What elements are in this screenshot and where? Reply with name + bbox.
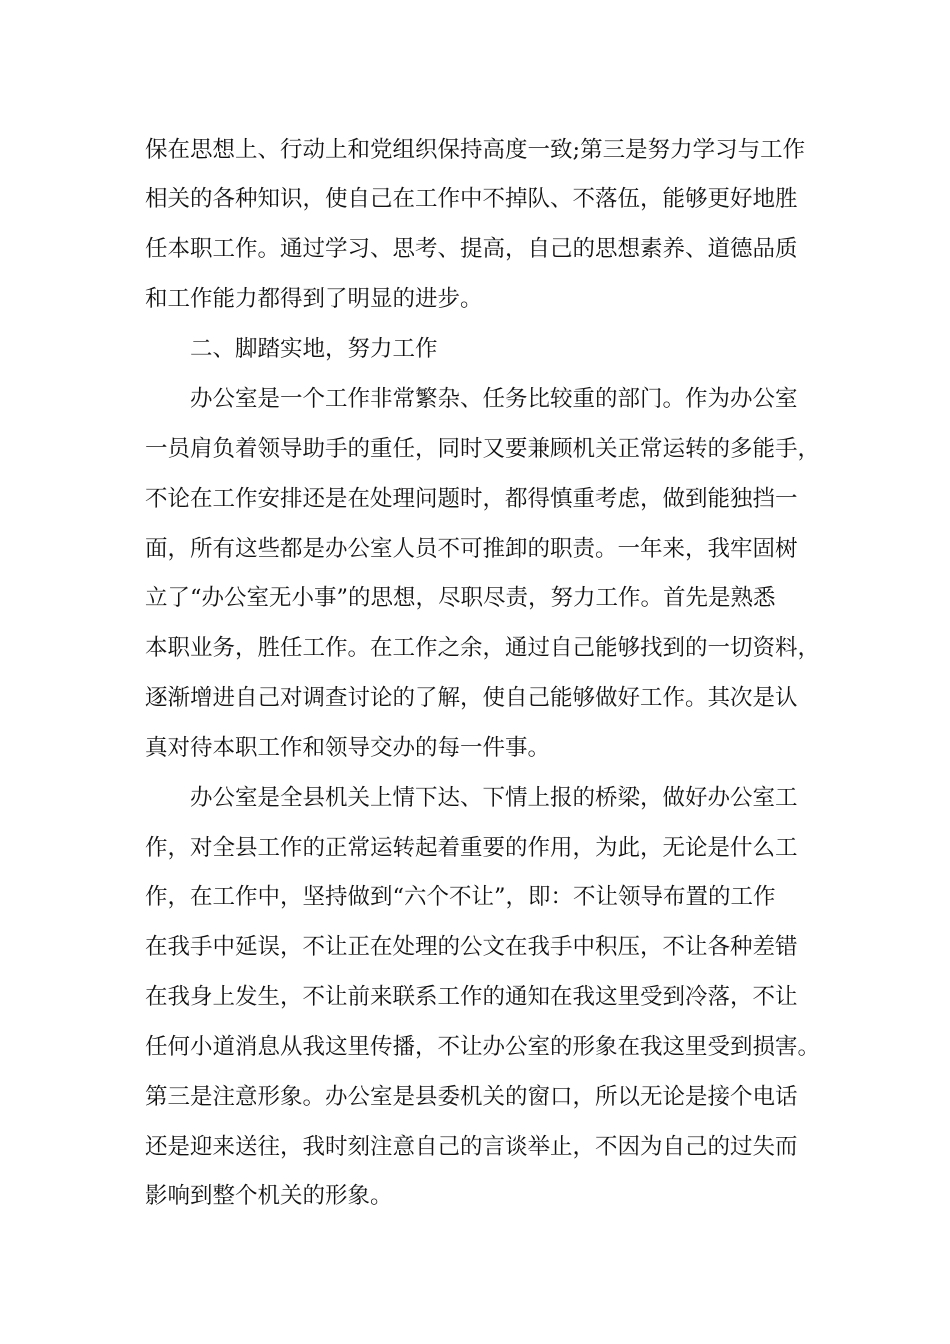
text-line: 保在思想上、行动上和党组织保持高度一致;第三是努力学习与工作 xyxy=(145,137,806,163)
text-line: 第三是注意形象。办公室是县委机关的窗口，所以无论是接个电话 xyxy=(145,1084,798,1110)
text-line: 办公室是全县机关上情下达、下情上报的桥梁，做好办公室工 xyxy=(190,785,798,811)
text-line: 一员肩负着领导助手的重任，同时又要兼顾机关正常运转的多能手， xyxy=(145,436,821,462)
text-line: 还是迎来送往，我时刻注意自己的言谈举止，不因为自己的过失而 xyxy=(145,1134,798,1160)
text-line: 和工作能力都得到了明显的进步。 xyxy=(145,286,483,312)
text-line: 真对待本职工作和领导交办的每一件事。 xyxy=(145,735,551,761)
text-line: 相关的各种知识，使自己在工作中不掉队、不落伍，能够更好地胜 xyxy=(145,186,798,212)
text-line: 作，在工作中，坚持做到“六个不让”，即：不让领导布置的工作 xyxy=(145,884,776,910)
section-heading: 二、脚踏实地，努力工作 xyxy=(190,336,438,362)
text-line: 立了“办公室无小事”的思想，尽职尽责，努力工作。首先是熟悉 xyxy=(145,585,776,611)
text-line: 在我身上发生，不让前来联系工作的通知在我这里受到冷落，不让 xyxy=(145,984,798,1010)
text-line: 影响到整个机关的形象。 xyxy=(145,1183,393,1209)
text-line: 本职业务，胜任工作。在工作之余，通过自己能够找到的一切资料， xyxy=(145,635,821,661)
text-line: 任本职工作。通过学习、思考、提高，自己的思想素养、道德品质 xyxy=(145,236,798,262)
text-line: 在我手中延误，不让正在处理的公文在我手中积压，不让各种差错 xyxy=(145,934,798,960)
text-line: 作，对全县工作的正常运转起着重要的作用，为此，无论是什么工 xyxy=(145,835,798,861)
text-line: 不论在工作安排还是在处理问题时，都得慎重考虑，做到能独挡一 xyxy=(145,486,798,512)
text-line: 办公室是一个工作非常繁杂、任务比较重的部门。作为办公室 xyxy=(190,386,798,412)
text-line: 逐渐增进自己对调查讨论的了解，使自己能够做好工作。其次是认 xyxy=(145,685,798,711)
text-line: 任何小道消息从我这里传播，不让办公室的形象在我这里受到损害。 xyxy=(145,1034,821,1060)
text-line: 面，所有这些都是办公室人员不可推卸的职责。一年来，我牢固树 xyxy=(145,536,798,562)
